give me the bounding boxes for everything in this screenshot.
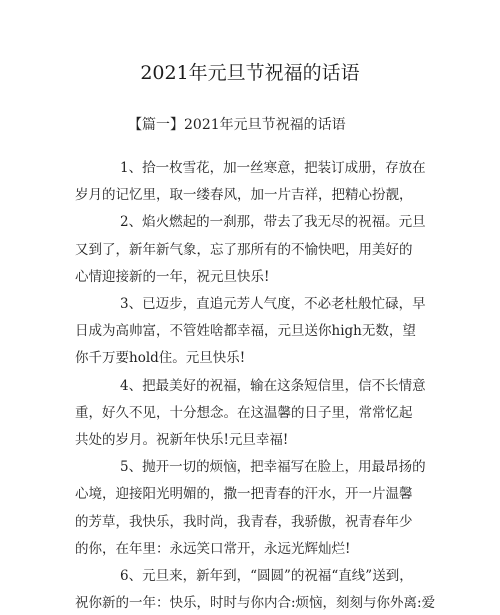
text-line: 你千万要hold住。元旦快乐!	[75, 350, 246, 367]
text-line: 1、拾一枚雪花，加一丝寒意，把装订成册，存放在	[120, 160, 426, 176]
text-line: 5、抛开一切的烦恼，把幸福写在脸上，用最昂扬的	[120, 459, 426, 476]
text-line: 3、已迈步，直追元芳人气度，不必老杜般忙碌，早	[120, 296, 426, 312]
text-line: 日成为高帅富，不管姓啥都幸福，元旦送你high无数，望	[75, 323, 416, 340]
text-line: 共处的岁月。祝新年快乐!元旦幸福!	[75, 432, 289, 448]
document-title: 2021年元旦节祝福的话语	[140, 62, 360, 84]
text-line: 的芳草，我快乐，我时尚，我青春，我骄傲，祝青春年少	[75, 513, 413, 530]
text-line: 2、焰火燃起的一刹那，带去了我无尽的祝福。元旦	[120, 214, 426, 231]
text-line: 6、元旦来，新年到，“圆圆”的祝福“直线”送到，	[120, 568, 413, 584]
text-line: 心情迎接新的一年，祝元旦快乐!	[75, 268, 270, 285]
text-line: 又到了，新年新气象，忘了那所有的不愉快吧，用美好的	[75, 241, 413, 258]
text-line: 重，好久不见，十分想念。在这温馨的日子里，常常忆起	[75, 404, 413, 421]
text-line: 岁月的记忆里，取一缕春风，加一片吉祥，把精心扮靓，	[75, 187, 413, 204]
text-line: 4、把最美好的祝福，输在这条短信里，信不长情意	[120, 377, 426, 394]
text-line: 祝你新的一年：快乐，时时与你内合:烦恼，刻刻与你外离:爱	[75, 595, 436, 612]
text-line: 心境，迎接阳光明媚的，撒一把青春的汗水，开一片温馨	[75, 486, 413, 503]
text-line: 的你，在年里：永远笑口常开，永远光辉灿烂!	[75, 540, 351, 557]
section-heading: 【篇一】2021年元旦节祝福的话语	[128, 117, 346, 133]
